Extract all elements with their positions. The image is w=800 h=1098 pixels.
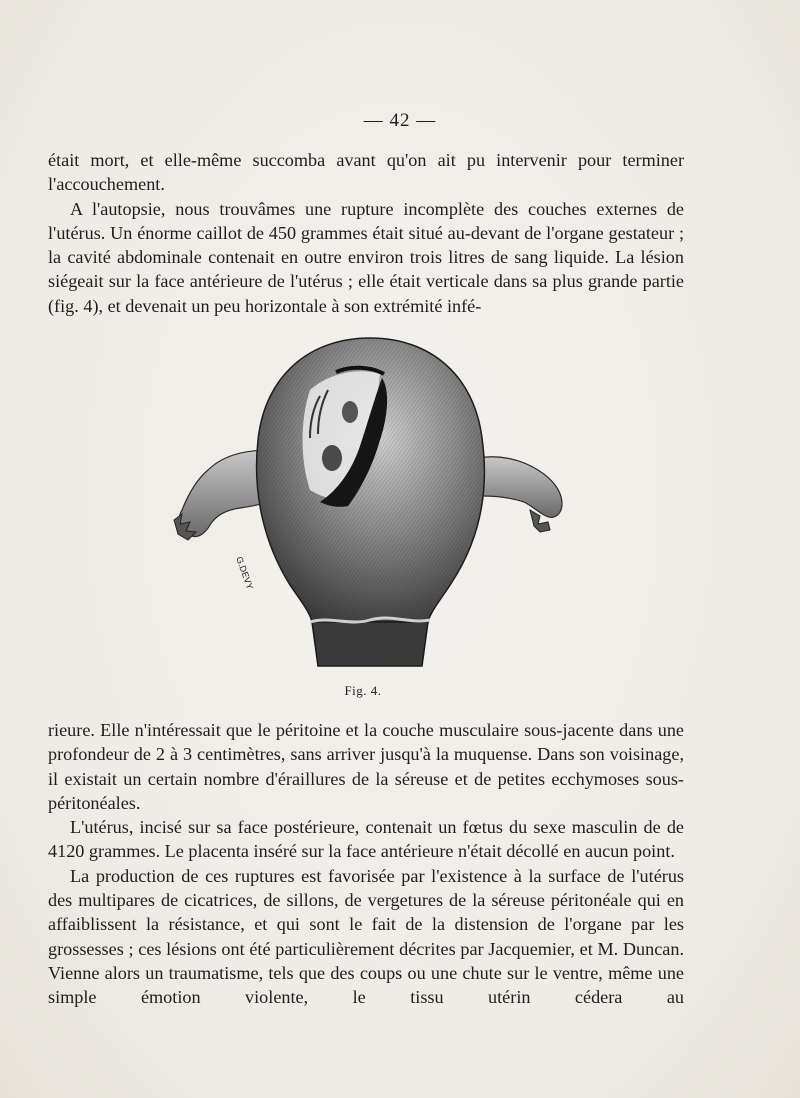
page-number: — 42 —: [363, 110, 437, 131]
right-ligament: [478, 457, 562, 518]
paragraph: La production de ces ruptures est favorisée par l'existence à la surface de l'utérus des multipares de cicatrices, de sillons, de vergetures de la séreuse péritonéale qui en affaiblissent la résistance, et qui sont le fait de la distension de l'organe par les grossesses ; ces lésions ont été particulièrement décrites par Jacquemier, et M. Duncan. Vienne alors un traumatisme, tels que des coups ou une chute sur le ventre, même une simple émotion violente, le tissu utérin cédera au: [48, 865, 684, 1008]
paragraph: rieure. Elle n'intéressait que le péritoine et la couche musculaire sous-jacente dans une profondeur de 2 à 3 centimètres, sans arriver jusqu'à la muquense. Dans son voisinage, il existait un certain nombre d'éraillures de la séreuse et de petites ecchymoses sous-péritonéales.: [48, 720, 684, 813]
cervix: [312, 622, 428, 666]
figure-caption: Fig. 4.: [344, 683, 382, 698]
paragraph: était mort, et elle-même succomba avant qu'on ait pu intervenir pour terminer l'accouchement.: [48, 150, 684, 195]
engraver-signature: G.DEVY: [234, 555, 256, 591]
text-block-top: [48, 148, 684, 318]
text-block-bottom: [48, 718, 684, 1010]
uterus-illustration: [160, 330, 580, 675]
paragraph: L'utérus, incisé sur sa face postérieure, contenait un fœtus du sexe masculin de de 4120 grammes. Le placenta inséré sur la face antérieure n'était décollé en aucun point.: [48, 817, 684, 862]
paragraph: A l'autopsie, nous trouvâmes une rupture incomplète des couches externes de l'utérus. Un énorme caillot de 450 grammes était situé au-devant de l'organe gestateur ; la cavité abdominale contenait en outre environ trois litres de sang liquide. La lésion siégeait sur la face antérieure de l'utérus ; elle était verticale dans sa plus grande partie (fig. 4), et devenait un peu horizontale à son extrémité infé-: [48, 198, 684, 316]
